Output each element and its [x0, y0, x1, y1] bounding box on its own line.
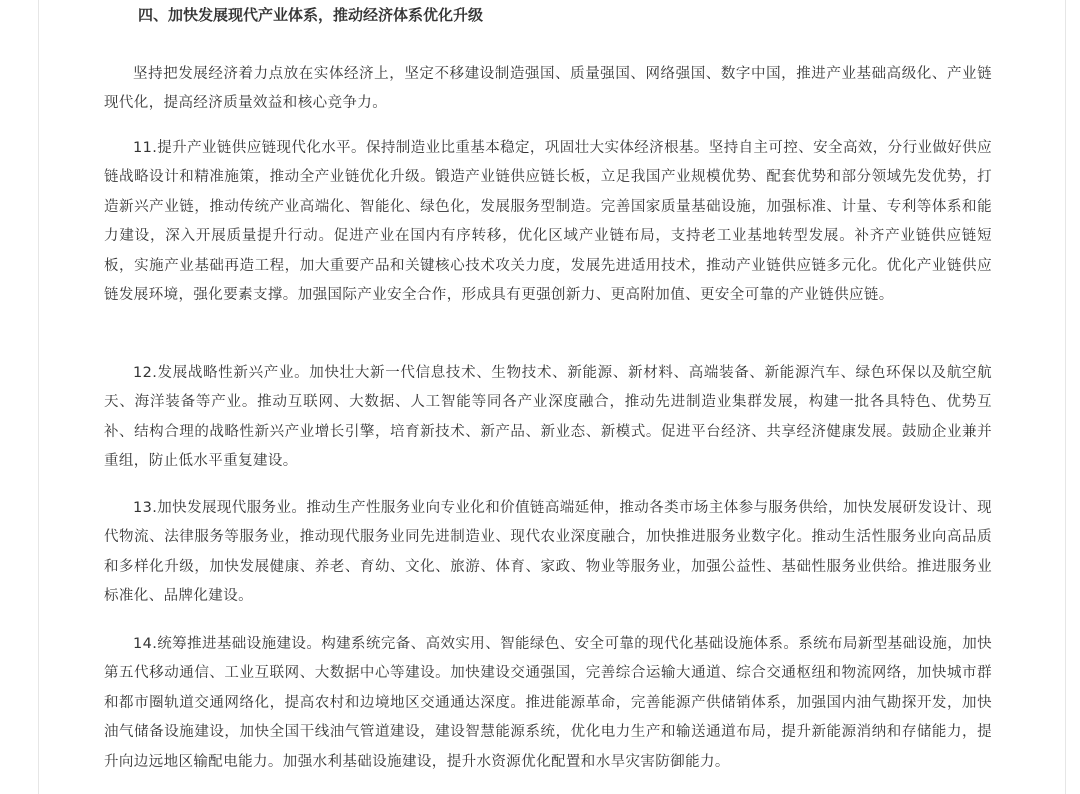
section-heading: 四、加快发展现代产业体系，推动经济体系优化升级: [138, 6, 484, 24]
paragraph-14: 14.统筹推进基础设施建设。构建系统完备、高效实用、智能绿色、安全可靠的现代化基础设施体系。系统布局新型基础设施，加快第五代移动通信、工业互联网、大数据中心等建设。加快建设交通强国，完善综合运输大通道、综合交通枢纽和物流网络，加快城市群和都市圈轨道交通网络化，提高农村和边境地区交通通达深度。推进能源革命，完善能源产供储销体系，加强国内油气勘探开发，加快油气储备设施建设，加快全国干线油气管道建设，建设智慧能源系统，优化电力生产和输送通道布局，提升新能源消纳和存储能力，提升向边远地区输配电能力。加强水利基础设施建设，提升水资源优化配置和水旱灾害防御能力。: [104, 635, 992, 770]
paragraph-intro: 坚持把发展经济着力点放在实体经济上，坚定不移建设制造强国、质量强国、网络强国、数字中国，推进产业基础高级化、产业链现代化，提高经济质量效益和核心竞争力。: [104, 65, 992, 111]
paragraph-12: 12.发展战略性新兴产业。加快壮大新一代信息技术、生物技术、新能源、新材料、高端装备、新能源汽车、绿色环保以及航空航天、海洋装备等产业。推动互联网、大数据、人工智能等同各产业深度融合，推动先进制造业集群发展，构建一批各具特色、优势互补、结构合理的战略性新兴产业增长引擎，培育新技术、新产品、新业态、新模式。促进平台经济、共享经济健康发展。鼓励企业兼并重组，防止低水平重复建设。: [104, 364, 992, 469]
paragraph-11: 11.提升产业链供应链现代化水平。保持制造业比重基本稳定，巩固壮大实体经济根基。坚持自主可控、安全高效，分行业做好供应链战略设计和精准施策，推动全产业链优化升级。锻造产业链供应链长板，立足我国产业规模优势、配套优势和部分领域先发优势，打造新兴产业链，推动传统产业高端化、智能化、绿色化，发展服务型制造。完善国家质量基础设施，加强标准、计量、专利等体系和能力建设，深入开展质量提升行动。促进产业在国内有序转移，优化区域产业链布局，支持老工业基地转型发展。补齐产业链供应链短板，实施产业基础再造工程，加大重要产品和关键核心技术攻关力度，发展先进适用技术，推动产业链供应链多元化。优化产业链供应链发展环境，强化要素支撑。加强国际产业安全合作，形成具有更强创新力、更高附加值、更安全可靠的产业链供应链。: [104, 139, 992, 303]
paragraph-13: 13.加快发展现代服务业。推动生产性服务业向专业化和价值链高端延伸，推动各类市场主体参与服务供给，加快发展研发设计、现代物流、法律服务等服务业，推动现代服务业同先进制造业、现代农业深度融合，加快推进服务业数字化。推动生活性服务业向高品质和多样化升级，加快发展健康、养老、育幼、文化、旅游、体育、家政、物业等服务业，加强公益性、基础性服务业供给。推进服务业标准化、品牌化建设。: [104, 499, 992, 604]
